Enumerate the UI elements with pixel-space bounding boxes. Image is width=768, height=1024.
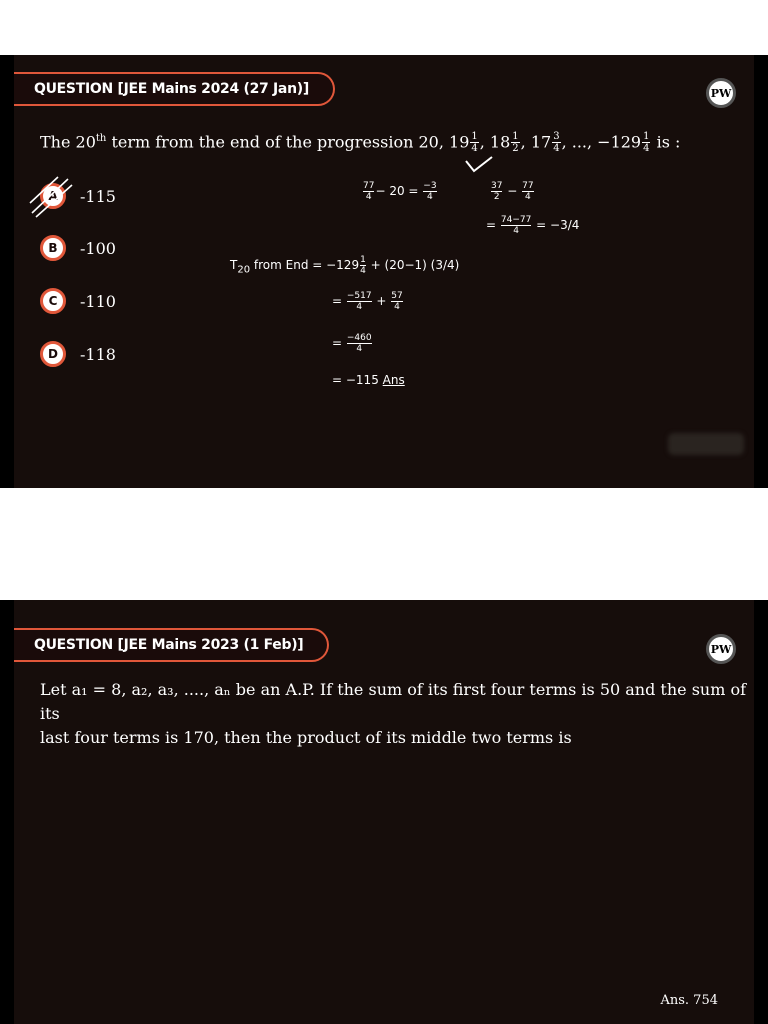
work-line-6: = −115 Ans	[332, 373, 405, 387]
work-line-2: = $\frac{74-77}{4}$ = −3/4	[486, 215, 580, 236]
q-frac-1: $\frac{1}{4}$	[471, 131, 478, 155]
smudge-mark	[668, 433, 744, 455]
work-line-3: $T_{20}$ from End = −129 $\frac{1}{4}$ + (20−1) (3/4)	[230, 255, 460, 276]
question-tag-label: QUESTION [JEE Mains 2024 (27 Jan)]	[34, 81, 309, 97]
work-line-5: = $\frac{-460}{4}$	[332, 333, 372, 354]
option-b[interactable]	[40, 235, 116, 261]
q-frac-4: $\frac{1}{4}$	[643, 131, 650, 155]
option-d[interactable]	[40, 341, 116, 367]
answer-mark: Ans	[382, 373, 405, 387]
option-c[interactable]	[40, 288, 116, 314]
slide-panel	[14, 55, 754, 488]
slide-jee-2024	[0, 55, 768, 488]
pw-logo-text: PW	[710, 642, 732, 656]
option-a-label: -115	[80, 186, 116, 206]
work-line-1b: $\frac{37}{2}$ − $\frac{77}{4}$	[491, 181, 534, 202]
q-mid: term from the end of the progression 20, 19	[106, 132, 470, 152]
question-line-2: last four terms is 170, then the product of its middle two terms is	[40, 728, 572, 747]
option-c-circle: C	[40, 288, 66, 314]
q-frac-3: $\frac{3}{4}$	[553, 131, 560, 155]
question-tag-label: QUESTION [JEE Mains 2023 (1 Feb)]	[34, 637, 304, 653]
question-text	[40, 127, 680, 154]
slide-jee-2023	[0, 600, 768, 1024]
work-line-1: $\frac{77}{4}$ − 20 = $\frac{-3}{4}$	[363, 181, 437, 202]
pw-logo-icon	[706, 634, 736, 664]
question-text	[40, 678, 750, 750]
question-tag	[14, 72, 335, 106]
slide-panel	[14, 600, 754, 1024]
q-s3: , 17	[520, 132, 552, 152]
q-s4: , ..., −129	[561, 132, 642, 152]
q-tail: is :	[651, 132, 681, 152]
pw-logo-icon	[706, 78, 736, 108]
question-tag	[14, 628, 329, 662]
q-lead: The 20	[40, 132, 96, 152]
option-b-circle: B	[40, 235, 66, 261]
answer-label: Ans. 754	[660, 993, 718, 1008]
option-d-circle: D	[40, 341, 66, 367]
scribble-mark-icon	[28, 173, 74, 219]
pw-logo-text: PW	[710, 86, 732, 100]
q-s2: , 18	[479, 132, 511, 152]
q-frac-2: $\frac{1}{2}$	[512, 131, 519, 155]
work-line-4: = $\frac{-517}{4}$ + $\frac{57}{4}$	[332, 291, 403, 312]
check-mark-icon	[464, 155, 494, 175]
option-b-label: -100	[80, 238, 116, 258]
option-d-label: -118	[80, 344, 116, 364]
question-line-1: Let a₁ = 8, a₂, a₃, ...., aₙ be an A.P. If the sum of its first four terms is 50 and the sum of its	[40, 680, 747, 723]
q-sup: th	[95, 133, 107, 144]
option-a-circle: A	[40, 183, 66, 209]
option-c-label: -110	[80, 291, 116, 311]
